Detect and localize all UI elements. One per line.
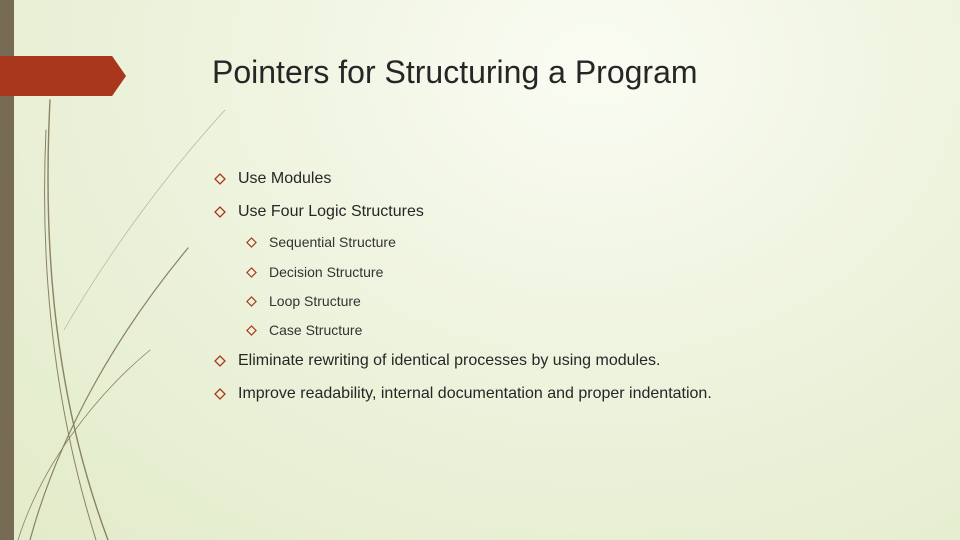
diamond-outline-icon [246, 267, 257, 278]
slide-title: Pointers for Structuring a Program [212, 54, 698, 90]
sub-bullet-item [246, 293, 361, 309]
bullet-text: Loop Structure [269, 293, 361, 309]
diamond-outline-icon [214, 173, 226, 185]
bullet-text: Eliminate rewriting of identical processes by using modules. [238, 352, 661, 369]
sub-bullet-item [246, 264, 383, 280]
bullet-text: Use Modules [238, 170, 332, 187]
bullet-item [214, 385, 712, 403]
diamond-outline-icon [246, 237, 257, 248]
diamond-outline-icon [246, 296, 257, 307]
diamond-outline-icon [246, 325, 257, 336]
bullet-text: Decision Structure [269, 264, 384, 280]
bullet-item [214, 352, 660, 370]
bullet-text: Improve readability, internal documentation and proper indentation. [238, 385, 712, 402]
bullet-item [214, 203, 424, 221]
bullet-text: Use Four Logic Structures [238, 203, 424, 220]
sub-bullet-item [246, 322, 362, 338]
bullet-text: Case Structure [269, 322, 363, 338]
bullet-text: Sequential Structure [269, 234, 396, 250]
sub-bullet-item [246, 234, 396, 250]
diamond-outline-icon [214, 206, 226, 218]
diamond-outline-icon [214, 388, 226, 400]
bullet-item [214, 170, 331, 188]
title-accent-arrow [0, 56, 126, 96]
diamond-outline-icon [214, 355, 226, 367]
